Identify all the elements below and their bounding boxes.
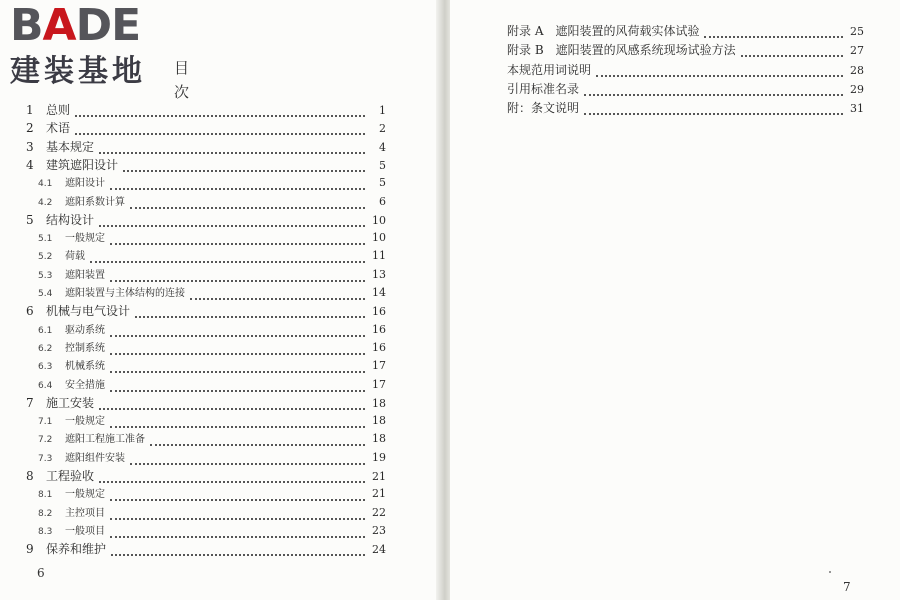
toc-entry-number: 5.3 — [38, 270, 53, 281]
toc-entry — [38, 229, 386, 247]
toc-entry-title: 结构设计 — [46, 212, 95, 227]
toc-entry-title: 施工安装 — [46, 395, 95, 410]
toc-dot-leader — [90, 255, 365, 263]
toc-entry-title: 遮阳系数计算 — [65, 196, 125, 208]
toc-entry-number: 8.2 — [38, 508, 53, 519]
toc-entry-number: 6.4 — [38, 380, 53, 391]
scan-speck — [829, 571, 831, 573]
toc-entry-number: 4.1 — [38, 179, 53, 190]
toc-entry-page: 5 — [379, 158, 386, 172]
toc-dot-leader — [704, 30, 843, 38]
right-toc-list — [450, 0, 900, 600]
toc-dot-leader — [741, 49, 843, 57]
toc-entry-title: 附录 B 遮阳装置的风感系统现场试验方法 — [507, 43, 736, 58]
toc-entry-number: 8.3 — [38, 526, 53, 537]
toc-entry-title: 荷载 — [65, 251, 85, 263]
toc-entry — [26, 119, 386, 137]
toc-entry-number: 9 — [26, 542, 34, 557]
toc-entry-title: 遮阳组件安装 — [65, 452, 125, 464]
toc-entry — [26, 540, 386, 558]
toc-entry-title: 附录 A 遮阳装置的风荷载实体试验 — [507, 24, 700, 38]
toc-entry-page: 17 — [372, 359, 386, 373]
toc-entry-page: 28 — [850, 63, 864, 77]
toc-entry — [507, 80, 864, 98]
toc-entry-title: 一般规定 — [65, 416, 105, 428]
toc-entry-title: 遮阳设计 — [65, 178, 105, 190]
toc-entry-title: 基本规定 — [46, 139, 95, 154]
toc-entry-title: 安全措施 — [65, 379, 105, 391]
toc-entry-page: 1 — [379, 104, 386, 117]
toc-entry-number: 4.2 — [38, 197, 53, 208]
toc-dot-leader — [110, 493, 365, 501]
toc-dot-leader — [130, 201, 365, 209]
toc-dot-leader — [110, 420, 365, 428]
toc-entry — [507, 61, 864, 79]
toc-entry-page: 14 — [372, 286, 386, 299]
toc-entry-page: 10 — [372, 231, 386, 245]
toc-dot-leader — [110, 384, 365, 392]
toc-entry-number: 2 — [26, 121, 34, 136]
toc-entry-page: 24 — [372, 543, 386, 557]
toc-dot-leader — [110, 365, 365, 373]
toc-entry-number: 7 — [26, 395, 34, 410]
toc-entry-number: 6 — [26, 304, 34, 319]
toc-entry-title: 建筑遮阳设计 — [46, 157, 119, 172]
toc-dot-leader — [99, 146, 365, 154]
toc-entry-page: 18 — [372, 396, 386, 410]
toc-entry — [38, 193, 386, 211]
toc-entry-number: 8.1 — [38, 490, 53, 501]
toc-entry-number: 6.3 — [38, 362, 53, 373]
toc-entry — [507, 22, 864, 40]
toc-entry-page: 11 — [372, 249, 386, 263]
toc-entry-number: 6.1 — [38, 325, 53, 336]
toc-entry — [38, 174, 386, 192]
toc-dot-leader — [150, 438, 365, 446]
toc-dot-leader — [135, 310, 365, 318]
toc-dot-leader — [110, 182, 365, 190]
toc-entry — [38, 449, 386, 467]
logo-latin-prefix: B — [10, 0, 43, 51]
toc-entry-page: 22 — [372, 505, 386, 519]
toc-entry-page: 16 — [372, 322, 386, 336]
toc-dot-leader — [584, 88, 843, 96]
toc-entry-page: 19 — [372, 450, 386, 464]
toc-entry-page: 21 — [372, 470, 386, 483]
toc-entry-title: 主控项目 — [65, 507, 105, 519]
toc-dot-leader — [110, 512, 365, 520]
toc-entry — [26, 211, 386, 229]
toc-dot-leader — [596, 69, 843, 77]
toc-entry-number: 8 — [26, 469, 34, 483]
toc-entry-page: 25 — [850, 25, 864, 38]
logo-latin-accent: A — [42, 0, 76, 51]
toc-dot-leader — [190, 292, 365, 300]
toc-entry-title: 控制系统 — [65, 342, 105, 354]
toc-entry — [38, 266, 386, 284]
toc-dot-leader — [110, 237, 365, 245]
toc-entry-title: 一般规定 — [65, 489, 105, 501]
toc-entry — [507, 99, 864, 117]
toc-dot-leader — [110, 329, 365, 337]
left-toc-list — [0, 0, 438, 600]
toc-entry-title: 遮阳装置 — [65, 269, 105, 281]
toc-entry-page: 18 — [372, 414, 386, 428]
page-number-left: 6 — [37, 566, 45, 580]
toc-entry-title: 遮阳装置与主体结构的连接 — [65, 288, 185, 299]
toc-dot-leader — [75, 127, 365, 135]
toc-entry-number: 7.2 — [38, 435, 53, 446]
toc-title: 目 次 — [174, 59, 226, 101]
toc-entry-number: 7.1 — [38, 417, 53, 428]
toc-dot-leader — [123, 164, 365, 172]
toc-entry-page: 31 — [850, 102, 864, 116]
toc-entry-number: 5 — [26, 212, 34, 227]
left-page — [0, 0, 438, 600]
toc-entry — [26, 156, 386, 174]
toc-entry-page: 29 — [850, 82, 864, 96]
toc-entry-number: 4 — [26, 157, 34, 172]
toc-entry-page: 16 — [372, 340, 386, 354]
toc-dot-leader — [110, 274, 365, 282]
toc-dot-leader — [110, 347, 365, 355]
toc-entry-number: 5.1 — [38, 234, 53, 245]
toc-entry — [26, 467, 386, 485]
page-number-right: 7 — [843, 580, 851, 594]
toc-entry-page: 21 — [372, 487, 386, 501]
toc-entry — [26, 101, 386, 119]
toc-entry-number: 7.3 — [38, 453, 53, 464]
logo-cjk-text: 建装基地 — [10, 54, 146, 89]
toc-entry-page: 6 — [379, 194, 386, 208]
toc-entry-number: 1 — [26, 103, 34, 117]
toc-entry — [38, 321, 386, 339]
toc-entry-title: 术语 — [46, 121, 71, 136]
toc-entry-page: 16 — [372, 305, 386, 319]
toc-entry-title: 一般项目 — [65, 525, 105, 537]
toc-entry-page: 10 — [372, 213, 386, 227]
toc-dot-leader — [111, 548, 365, 556]
toc-entry — [38, 376, 386, 394]
toc-entry-number: 3 — [26, 139, 34, 154]
toc-entry — [38, 247, 386, 265]
toc-entry-page: 13 — [372, 267, 386, 281]
toc-entry-title: 机械与电气设计 — [46, 304, 131, 319]
toc-entry-page: 18 — [372, 432, 386, 446]
toc-entry-title: 遮阳工程施工准备 — [65, 434, 145, 446]
toc-entry-page: 4 — [379, 140, 386, 154]
toc-entry-number: 5.2 — [38, 252, 53, 263]
toc-entry — [38, 430, 386, 448]
toc-entry — [38, 284, 386, 302]
toc-entry-title: 保养和维护 — [46, 542, 107, 557]
toc-dot-leader — [584, 107, 843, 115]
logo-latin-suffix: DE — [75, 0, 141, 51]
toc-entry — [38, 504, 386, 522]
toc-dot-leader — [75, 109, 365, 117]
toc-entry — [26, 138, 386, 156]
toc-entry-page: 5 — [379, 176, 386, 190]
toc-dot-leader — [130, 457, 365, 465]
toc-entry-title: 驱动系统 — [65, 324, 105, 336]
toc-entry — [26, 302, 386, 320]
toc-entry-page: 23 — [372, 523, 386, 537]
toc-entry-page: 27 — [850, 44, 864, 58]
toc-dot-leader — [110, 530, 365, 538]
toc-dot-leader — [99, 475, 365, 483]
toc-entry-title: 本规范用词说明 — [507, 62, 592, 77]
toc-entry-title: 一般规定 — [65, 233, 105, 245]
toc-entry — [26, 394, 386, 412]
toc-dot-leader — [99, 219, 365, 227]
right-page — [450, 0, 900, 600]
toc-entry — [507, 41, 864, 59]
toc-entry-number: 5.4 — [38, 289, 53, 299]
toc-entry — [38, 357, 386, 375]
toc-entry-title: 附：条文说明 — [507, 101, 580, 116]
toc-entry-number: 6.2 — [38, 343, 53, 354]
toc-entry-title: 总则 — [46, 103, 71, 117]
toc-entry-page: 2 — [379, 122, 386, 136]
toc-entry-title: 引用标准名录 — [507, 81, 580, 96]
toc-entry-page: 17 — [372, 377, 386, 391]
toc-entry-title: 工程验收 — [46, 469, 95, 483]
toc-dot-leader — [99, 402, 365, 410]
toc-entry-title: 机械系统 — [65, 361, 105, 373]
toc-entry — [38, 412, 386, 430]
toc-entry — [38, 485, 386, 503]
toc-entry — [38, 522, 386, 540]
toc-entry — [38, 339, 386, 357]
